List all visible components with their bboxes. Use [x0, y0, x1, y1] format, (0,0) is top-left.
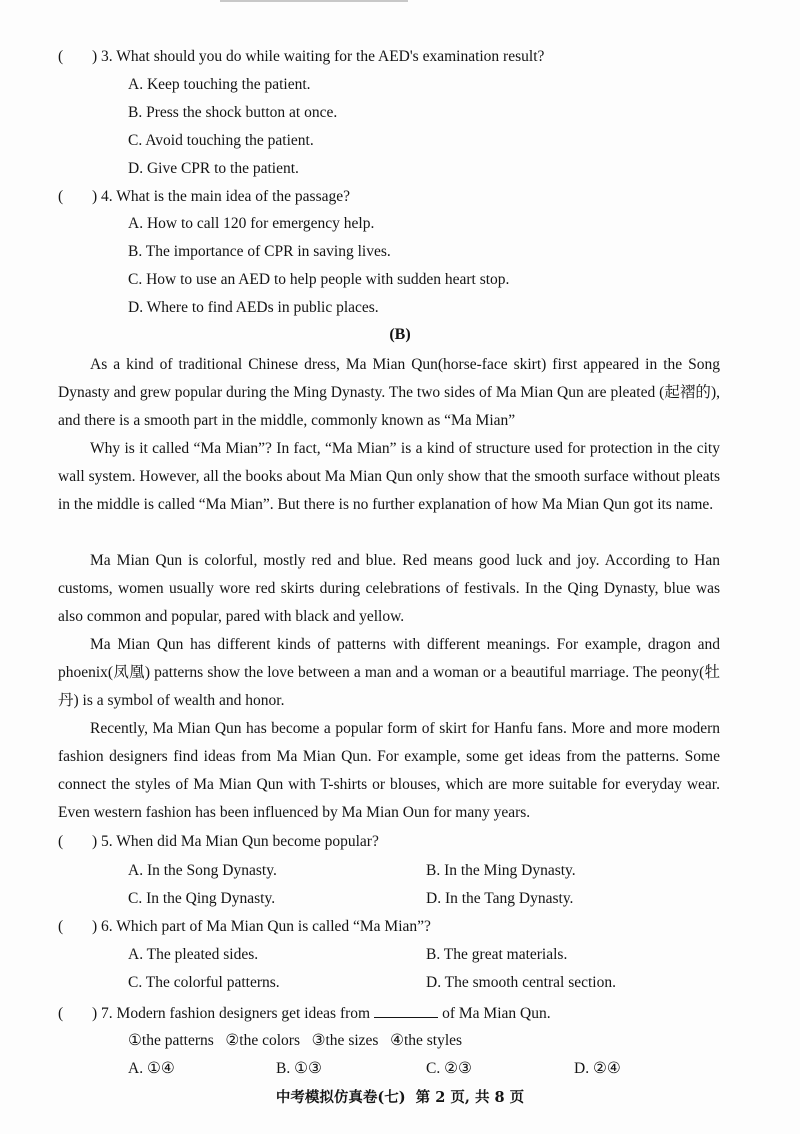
option-6b: B. The great materials. [426, 946, 568, 963]
option-7c: C. ②③ [426, 1060, 472, 1077]
question-5 [58, 833, 379, 851]
option-5a: A. In the Song Dynasty. [128, 862, 277, 879]
answer-bracket-open: ( [58, 188, 64, 205]
question-number: 5. [101, 833, 113, 850]
answer-bracket-open: ( [58, 918, 64, 935]
section-b-heading: (B) [389, 326, 411, 343]
question-text-after: of Ma Mian Qun. [442, 1005, 551, 1022]
question-4 [58, 188, 350, 206]
question-6 [58, 918, 431, 936]
option-3a: A. Keep touching the patient. [128, 76, 311, 93]
option-7a: A. ①④ [128, 1060, 175, 1077]
passage-paragraph-2: Why is it called “Ma Mian”? In fact, “Ma Mian” is a kind of structure used for protection in the city wall system. However, all the books about Ma Mian Qun only show that the smooth surface without pleats in the middle is called “Ma Mian”. But there is no further explanation of how Ma Mian Qun got its name. [58, 440, 720, 513]
question-text-before: Modern fashion designers get ideas from [116, 1005, 371, 1022]
answer-blank [374, 1003, 438, 1018]
question-text: What is the main idea of the passage? [116, 188, 350, 205]
option-6c: C. The colorful patterns. [128, 974, 280, 991]
passage-paragraph-1: As a kind of traditional Chinese dress, Ma Mian Qun(horse-face skirt) first appeared in the Song Dynasty and grew popular during the Ming Dynasty. The two sides of Ma Mian Qun are pleated (起褶的), and there is a smooth part in the middle, commonly known as “Ma Mian” [58, 356, 720, 429]
question-3 [58, 48, 544, 66]
question-number: 7. [101, 1005, 113, 1022]
option-3d: D. Give CPR to the patient. [128, 160, 299, 177]
question-number: 3. [101, 48, 113, 65]
answer-bracket-close: ) [92, 188, 98, 205]
choice-list-7: ①the patterns ②the colors ③the sizes ④the styles [128, 1032, 463, 1049]
option-4b: B. The importance of CPR in saving lives. [128, 243, 391, 260]
page-footer: 中考模拟仿真卷(七) 第 2 页, 共 8 页 [275, 1089, 525, 1106]
option-5d: D. In the Tang Dynasty. [426, 890, 574, 907]
option-4d: D. Where to find AEDs in public places. [128, 299, 379, 316]
option-5c: C. In the Qing Dynasty. [128, 890, 276, 907]
question-text: Which part of Ma Mian Qun is called “Ma Mian”? [116, 918, 431, 935]
answer-bracket-open: ( [58, 1005, 64, 1022]
answer-bracket-close: ) [92, 833, 98, 850]
answer-bracket-close: ) [92, 918, 98, 935]
passage-paragraph-3: Ma Mian Qun is colorful, mostly red and blue. Red means good luck and joy. According to Han customs, women usually wore red skirts during celebrations of festivals. In the Qing Dynasty, blue was also common and popular, pared with black and yellow. [58, 552, 720, 625]
top-scan-line [220, 0, 408, 2]
question-7 [58, 1003, 551, 1023]
question-number: 4. [101, 188, 113, 205]
passage-paragraph-4: Ma Mian Qun has different kinds of patterns with different meanings. For example, dragon and phoenix(凤凰) patterns show the love between a man and a woman or a beautiful marriage. The peony(牡丹) is a symbol of wealth and honor. [58, 636, 720, 709]
question-text: What should you do while waiting for the AED's examination result? [116, 48, 545, 65]
option-5b: B. In the Ming Dynasty. [426, 862, 576, 879]
answer-bracket-close: ) [92, 48, 98, 65]
option-7d: D. ②④ [574, 1060, 621, 1077]
question-number: 6. [101, 918, 113, 935]
option-6d: D. The smooth central section. [426, 974, 616, 991]
option-7b: B. ①③ [276, 1060, 322, 1077]
answer-bracket-open: ( [58, 48, 64, 65]
answer-bracket-open: ( [58, 833, 64, 850]
option-3c: C. Avoid touching the patient. [128, 132, 314, 149]
option-4a: A. How to call 120 for emergency help. [128, 215, 375, 232]
option-3b: B. Press the shock button at once. [128, 104, 338, 121]
answer-bracket-close: ) [92, 1005, 98, 1022]
option-6a: A. The pleated sides. [128, 946, 259, 963]
option-4c: C. How to use an AED to help people with sudden heart stop. [128, 271, 510, 288]
passage-paragraph-5: Recently, Ma Mian Qun has become a popular form of skirt for Hanfu fans. More and more modern fashion designers find ideas from Ma Mian Qun. For example, some get ideas from the patterns. Some connect the styles of Ma Mian Qun with T-shirts or blouses, which are more suitable for everyday wear. Even western fashion has been influenced by Ma Mian Oun for many years. [58, 720, 720, 821]
question-text: When did Ma Mian Qun become popular? [116, 833, 379, 850]
